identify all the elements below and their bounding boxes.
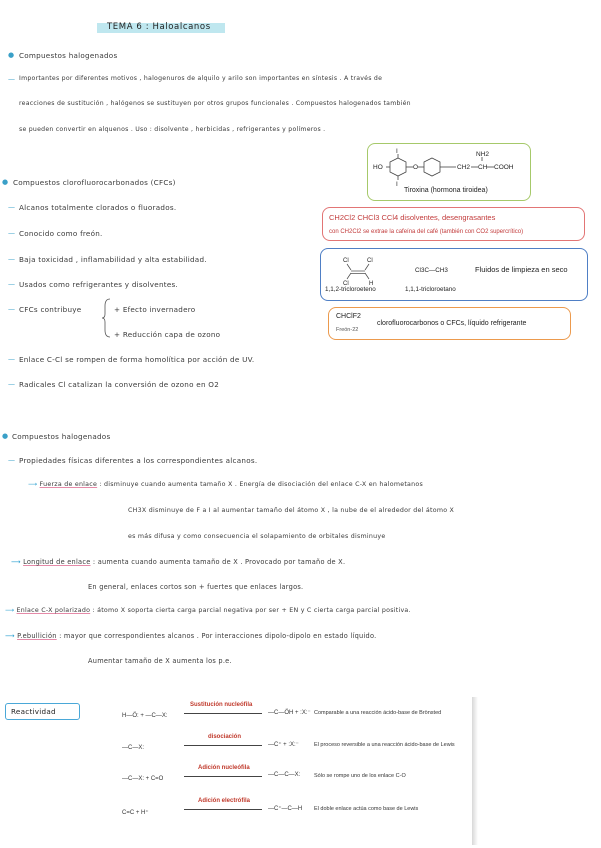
limpieza-compound-2: 1,1,1-tricloroetano bbox=[405, 286, 456, 293]
dash: — bbox=[8, 229, 15, 237]
dash: — bbox=[8, 203, 15, 211]
dash: — bbox=[8, 280, 15, 288]
fuerza-text: : disminuye cuando aumenta tamaño X . Energía de disociación del enlace C-X en halometanos bbox=[99, 481, 424, 488]
reaction-3-name: Adición nucleófila bbox=[198, 765, 250, 771]
refrigerante-name: Freón-22 bbox=[336, 327, 359, 333]
reaction-1-arrow bbox=[184, 713, 262, 716]
cfc-heading: Compuestos clorofluorocarbonados (CFCs) bbox=[13, 178, 176, 187]
brace bbox=[102, 298, 112, 338]
svg-text:Cl: Cl bbox=[367, 258, 373, 264]
longitud-text: : aumenta cuando aumenta tamaño de X . Provocado por tamaño de X. bbox=[92, 558, 346, 566]
tiroxina-atom-ch2: CH2 bbox=[457, 164, 471, 171]
limpieza-box bbox=[320, 248, 588, 301]
bullet-dot: ● bbox=[2, 178, 9, 186]
svg-text:Cl: Cl bbox=[343, 258, 349, 264]
intro-line-3: se pueden convertir en alquenos . Uso : disolvente , herbicidas , refrigerantes y polímeros . bbox=[19, 126, 326, 133]
intro-line-2: reacciones de sustitución , halógenos se sustituyen por otros grupos funcionales . Compuestos halogenados también bbox=[19, 100, 411, 107]
dash: — bbox=[8, 456, 15, 464]
cfc-item-6: Enlace C-Cl se rompen de forma homolítica por acción de UV. bbox=[19, 355, 255, 364]
tiroxina-atom-ho: HO bbox=[373, 164, 383, 171]
polarizado-text: : átomo X soporta cierta carga parcial negativa por ser + EN y C cierta carga parcial positiva. bbox=[92, 607, 411, 614]
cfc-item-2: Conocido como freón. bbox=[19, 229, 103, 238]
refrigerante-formula: CHClF2 bbox=[336, 313, 361, 320]
dash: — bbox=[8, 305, 15, 313]
ebullicion-label: P.ebullición bbox=[17, 632, 57, 640]
cfc-item-1: Alcanos totalmente clorados o fluorados. bbox=[19, 203, 177, 212]
dash: — bbox=[8, 355, 15, 363]
bullet-dot: ● bbox=[8, 51, 15, 59]
cfc-item-7: Radicales Cl catalizan la conversión de ozono en O2 bbox=[19, 380, 220, 389]
refrigerante-label: clorofluorocarbonos o CFCs, líquido refrigerante bbox=[377, 320, 527, 327]
fuerza-cont-2: es más difusa y como consecuencia el solapamiento de orbitales disminuye bbox=[128, 533, 386, 540]
polarizado-row bbox=[5, 607, 411, 614]
reaction-3-reactants: —C—X: + C=O bbox=[122, 776, 164, 782]
tiroxina-atom-ch: CH bbox=[478, 164, 488, 171]
longitud-label: Longitud de enlace bbox=[23, 558, 91, 566]
reactividad-panel bbox=[118, 697, 472, 845]
arrow-icon: ⟶ bbox=[5, 607, 15, 614]
polarizado-label: Enlace C-X polarizado bbox=[16, 607, 91, 614]
cfc-sub-2-text: Reducción capa de ozono bbox=[122, 330, 221, 339]
halo-line-1: Propiedades físicas diferentes a los correspondientes alcanos. bbox=[19, 456, 258, 465]
reactividad-panel-shadow bbox=[472, 697, 478, 845]
cfc-sub-2: + Reducción capa de ozono bbox=[114, 330, 221, 339]
reaction-2-reactants: —C—X: bbox=[122, 745, 145, 751]
reaction-4-products: —C⁺—C—H bbox=[268, 806, 303, 812]
reaction-1-reactants: H—Ö: + —C—X: bbox=[122, 713, 168, 719]
svg-text:Cl: Cl bbox=[343, 281, 349, 287]
ebullicion-cont: Aumentar tamaño de X aumenta los p.e. bbox=[88, 657, 232, 665]
reaction-1-name: Sustitución nucleófila bbox=[190, 702, 253, 708]
reaction-4-name: Adición electrófila bbox=[198, 798, 251, 804]
arrow-icon: ⟶ bbox=[5, 632, 15, 640]
reaction-1-desc: Comparable a una reacción ácido-base de Brönsted bbox=[314, 710, 442, 716]
reactividad-label-box bbox=[5, 703, 80, 720]
fuerza-cont-1: CH3X disminuye de F a I al aumentar tamaño del átomo X , la nube de el alrededor del átomo X bbox=[128, 507, 455, 514]
solventes-note: con CH2Cl2 se extrae la cafeína del café (también con CO2 supercrítico) bbox=[329, 229, 524, 235]
limpieza-label: Fluidos de limpieza en seco bbox=[475, 265, 568, 274]
reaction-3-desc: Sólo se rompe uno de los enlace C-O bbox=[314, 773, 406, 779]
reaction-4-arrow bbox=[184, 809, 262, 812]
reaction-1-products: —C—ÖH + :X:⁻ bbox=[268, 710, 311, 716]
cfc-item-4: Usados como refrigerantes y disolventes. bbox=[19, 280, 179, 289]
solventes-formulas: CH2Cl2 CHCl3 CCl4 disolventes, desengrasantes bbox=[329, 213, 496, 222]
tiroxina-atom-cooh: COOH bbox=[494, 164, 514, 171]
limpieza-compound-1: 1,1,2-tricloroeteno bbox=[325, 286, 376, 293]
limpieza-formula-2: Cl3C—CH3 bbox=[415, 267, 448, 274]
tiroxina-atom-i-bottom: I bbox=[396, 181, 398, 188]
reaction-2-arrow bbox=[184, 745, 262, 748]
reaction-2-desc: El proceso reversible a una reacción ácido-base de Lewis bbox=[314, 742, 455, 748]
dash: — bbox=[8, 75, 15, 83]
ebullicion-row bbox=[5, 632, 376, 640]
fuerza-row bbox=[28, 481, 423, 488]
longitud-cont: En general, enlaces cortos son + fuertes que enlaces largos. bbox=[88, 583, 304, 591]
tiroxina-atom-o: O bbox=[413, 164, 419, 171]
tiroxina-atom-i-top: I bbox=[396, 148, 398, 155]
solventes-box bbox=[322, 207, 585, 241]
reaction-2-name: disociación bbox=[208, 734, 242, 740]
svg-text:H: H bbox=[369, 281, 374, 287]
longitud-row bbox=[11, 558, 345, 566]
dash: — bbox=[8, 380, 15, 388]
fuerza-label: Fuerza de enlace bbox=[39, 481, 98, 488]
reaction-3-arrow bbox=[184, 776, 262, 779]
reaction-4-reactants: C=C + H⁺ bbox=[122, 810, 149, 816]
cfc-sub-1-text: Efecto invernadero bbox=[122, 305, 196, 314]
intro-line-1: Importantes por diferentes motivos , halogenuros de alquilo y arilo son importantes en síntesis . A través de bbox=[19, 75, 383, 82]
arrow-icon: ⟶ bbox=[11, 558, 21, 566]
reaction-4-desc: El doble enlace actúa como base de Lewis bbox=[314, 806, 419, 812]
refrigerante-box bbox=[328, 307, 571, 340]
cfc-item-5: CFCs contribuye bbox=[19, 305, 82, 314]
arrow-icon: ⟶ bbox=[28, 481, 38, 488]
tiroxina-box bbox=[367, 143, 531, 201]
tiroxina-atom-nh2: NH2 bbox=[476, 151, 490, 158]
bullet-dot: ● bbox=[2, 432, 9, 440]
intro-heading: Compuestos halogenados bbox=[19, 51, 118, 60]
halo-heading: Compuestos halogenados bbox=[12, 432, 111, 441]
page-title: TEMA 6 : Haloalcanos bbox=[107, 22, 211, 32]
dash: — bbox=[8, 255, 15, 263]
cfc-sub-1: + Efecto invernadero bbox=[114, 305, 196, 314]
tiroxina-label: Tiroxina (hormona tiroidea) bbox=[404, 187, 488, 194]
reaction-3-products: —C—C—X: bbox=[268, 772, 301, 778]
ebullicion-text: : mayor que correspondientes alcanos . Por interacciones dipolo-dipolo en estado líquido. bbox=[59, 632, 377, 640]
reaction-2-products: —C⁺ + :X:⁻ bbox=[268, 742, 299, 748]
reactividad-label: Reactividad bbox=[11, 707, 56, 716]
cfc-item-3: Baja toxicidad , inflamabilidad y alta estabilidad. bbox=[19, 255, 207, 264]
